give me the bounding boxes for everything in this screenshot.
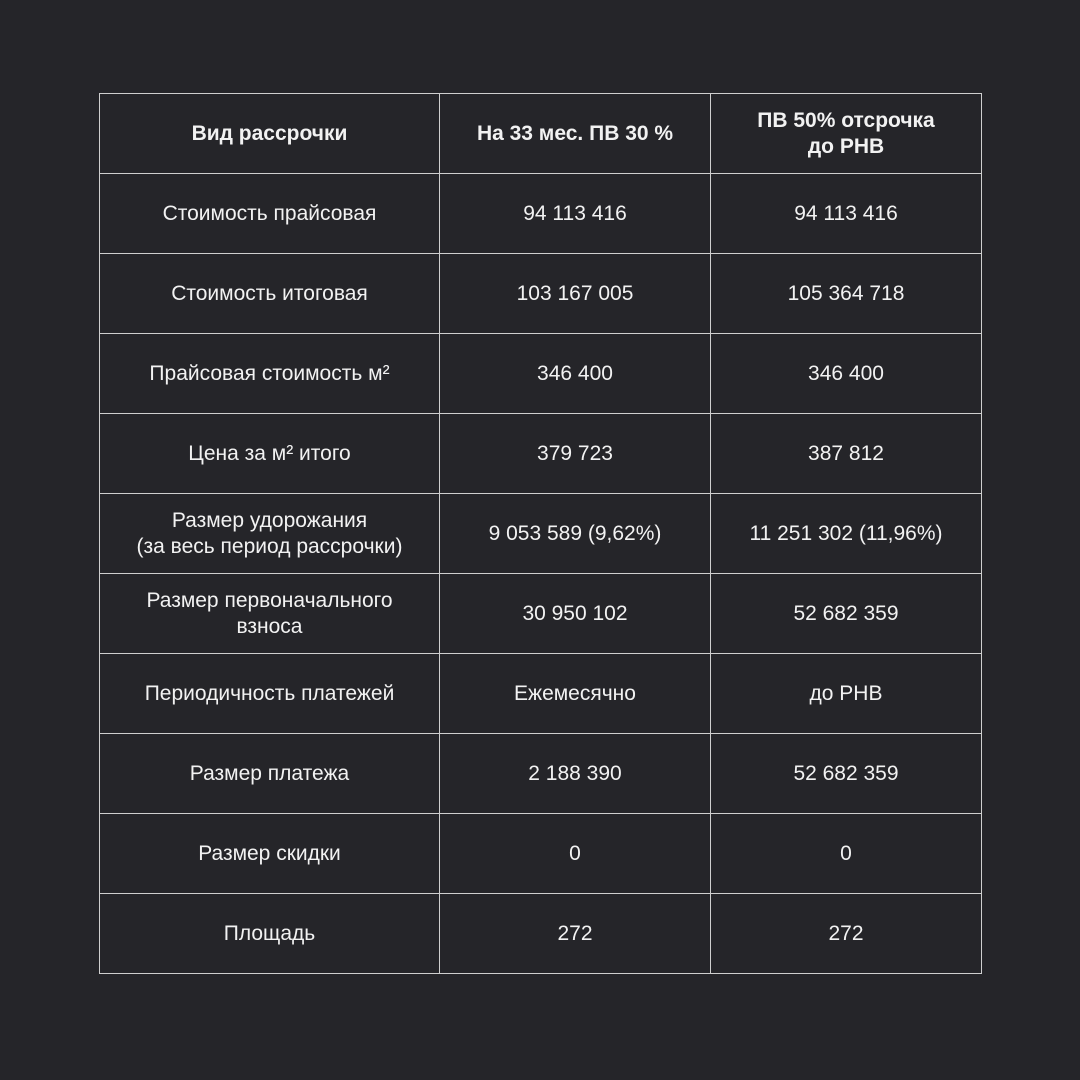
cell-value: 52 682 359 bbox=[711, 734, 982, 814]
table-row bbox=[100, 734, 982, 814]
table-body bbox=[100, 174, 982, 974]
cell-value: 105 364 718 bbox=[711, 254, 982, 334]
table-row bbox=[100, 494, 982, 574]
row-label: Площадь bbox=[100, 894, 440, 974]
row-label: Размер удорожания (за весь период рассрочки) bbox=[100, 494, 440, 574]
row-label: Размер платежа bbox=[100, 734, 440, 814]
header-plan-deferred: ПВ 50% отсрочка до РНВ bbox=[711, 94, 982, 174]
header-row bbox=[100, 94, 982, 174]
header-installment-type: Вид рассрочки bbox=[100, 94, 440, 174]
installment-comparison-table bbox=[99, 93, 982, 974]
table-row bbox=[100, 654, 982, 734]
table-header bbox=[100, 94, 982, 174]
table-row bbox=[100, 334, 982, 414]
cell-value: 2 188 390 bbox=[440, 734, 711, 814]
table-row bbox=[100, 574, 982, 654]
cell-value: 52 682 359 bbox=[711, 574, 982, 654]
cell-value: до РНВ bbox=[711, 654, 982, 734]
table-row bbox=[100, 174, 982, 254]
cell-value: 11 251 302 (11,96%) bbox=[711, 494, 982, 574]
cell-value: 346 400 bbox=[440, 334, 711, 414]
row-label: Стоимость прайсовая bbox=[100, 174, 440, 254]
cell-value: 272 bbox=[711, 894, 982, 974]
cell-value: Ежемесячно bbox=[440, 654, 711, 734]
cell-value: 272 bbox=[440, 894, 711, 974]
row-label: Размер первоначального взноса bbox=[100, 574, 440, 654]
table-row bbox=[100, 894, 982, 974]
table-row bbox=[100, 414, 982, 494]
row-label: Размер скидки bbox=[100, 814, 440, 894]
table-row bbox=[100, 814, 982, 894]
cell-value: 94 113 416 bbox=[440, 174, 711, 254]
row-label: Прайсовая стоимость м² bbox=[100, 334, 440, 414]
cell-value: 0 bbox=[440, 814, 711, 894]
cell-value: 103 167 005 bbox=[440, 254, 711, 334]
row-label: Стоимость итоговая bbox=[100, 254, 440, 334]
cell-value: 379 723 bbox=[440, 414, 711, 494]
cell-value: 30 950 102 bbox=[440, 574, 711, 654]
table-row bbox=[100, 254, 982, 334]
cell-value: 346 400 bbox=[711, 334, 982, 414]
header-plan-33-months: На 33 мес. ПВ 30 % bbox=[440, 94, 711, 174]
cell-value: 9 053 589 (9,62%) bbox=[440, 494, 711, 574]
cell-value: 0 bbox=[711, 814, 982, 894]
cell-value: 387 812 bbox=[711, 414, 982, 494]
cell-value: 94 113 416 bbox=[711, 174, 982, 254]
row-label: Периодичность платежей bbox=[100, 654, 440, 734]
row-label: Цена за м² итого bbox=[100, 414, 440, 494]
